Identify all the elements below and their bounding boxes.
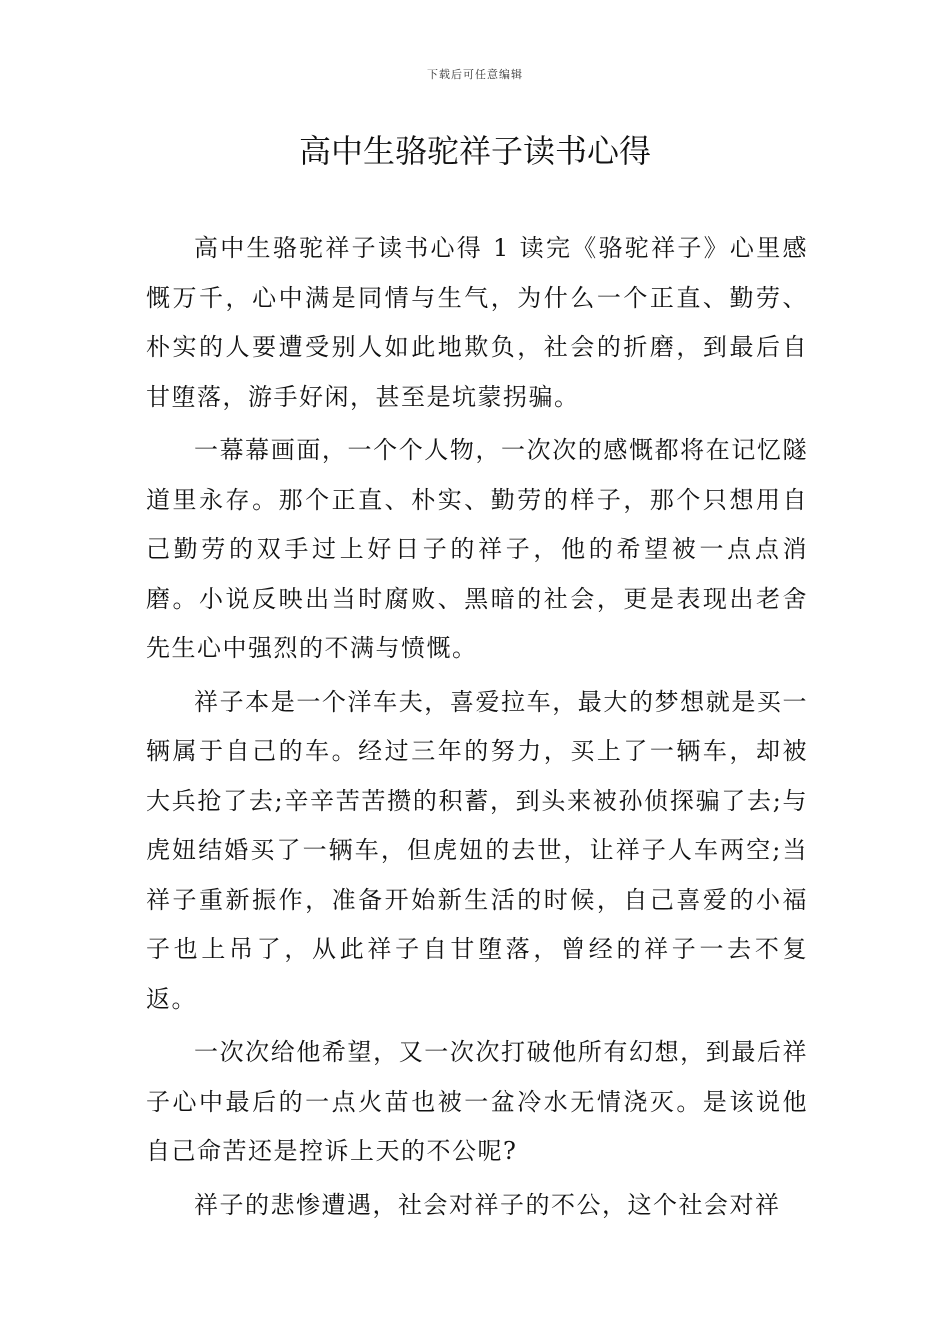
paragraph: 祥子本是一个洋车夫，喜爱拉车，最大的梦想就是买一辆属于自己的车。经过三年的努力，买上了一辆车，却被大兵抢了去;辛辛苦苦攒的积蓄，到头来被孙侦探骗了去;与虎妞结婚买了一辆车，但虎妞的去世，让祥子人车两空;当祥子重新振作，准备开始新生活的时候，自己喜爱的小福子也上吊了，从此祥子自甘堕落，曾经的祥子一去不复返。 — [146, 687, 808, 1013]
paragraph: 一幕幕画面，一个个人物，一次次的感慨都将在记忆隧道里永存。那个正直、朴实、勤劳的样子，那个只想用自己勤劳的双手过上好日子的祥子，他的希望被一点点消磨。小说反映出当时腐败、黑暗的社会，更是表现出老舍先生心中强烈的不满与愤慨。 — [146, 436, 808, 662]
paragraph: 高中生骆驼祥子读书心得 1 读完《骆驼祥子》心里感慨万千，心中满是同情与生气，为什么一个正直、勤劳、朴实的人要遭受别人如此地欺负，社会的折磨，到最后自甘堕落，游手好闲，甚至是坑蒙拐骗。 — [146, 234, 808, 411]
document-title: 高中生骆驼祥子读书心得 — [298, 132, 651, 170]
document-body — [146, 224, 808, 1234]
paragraph: 祥子的悲惨遭遇，社会对祥子的不公，这个社会对祥 — [194, 1190, 781, 1219]
paragraph: 一次次给他希望，又一次次打破他所有幻想，到最后祥子心中最后的一点火苗也被一盆冷水无情浇灭。是该说他自己命苦还是控诉上天的不公呢? — [146, 1038, 808, 1165]
header-note: 下载后可任意编辑 — [427, 68, 523, 81]
